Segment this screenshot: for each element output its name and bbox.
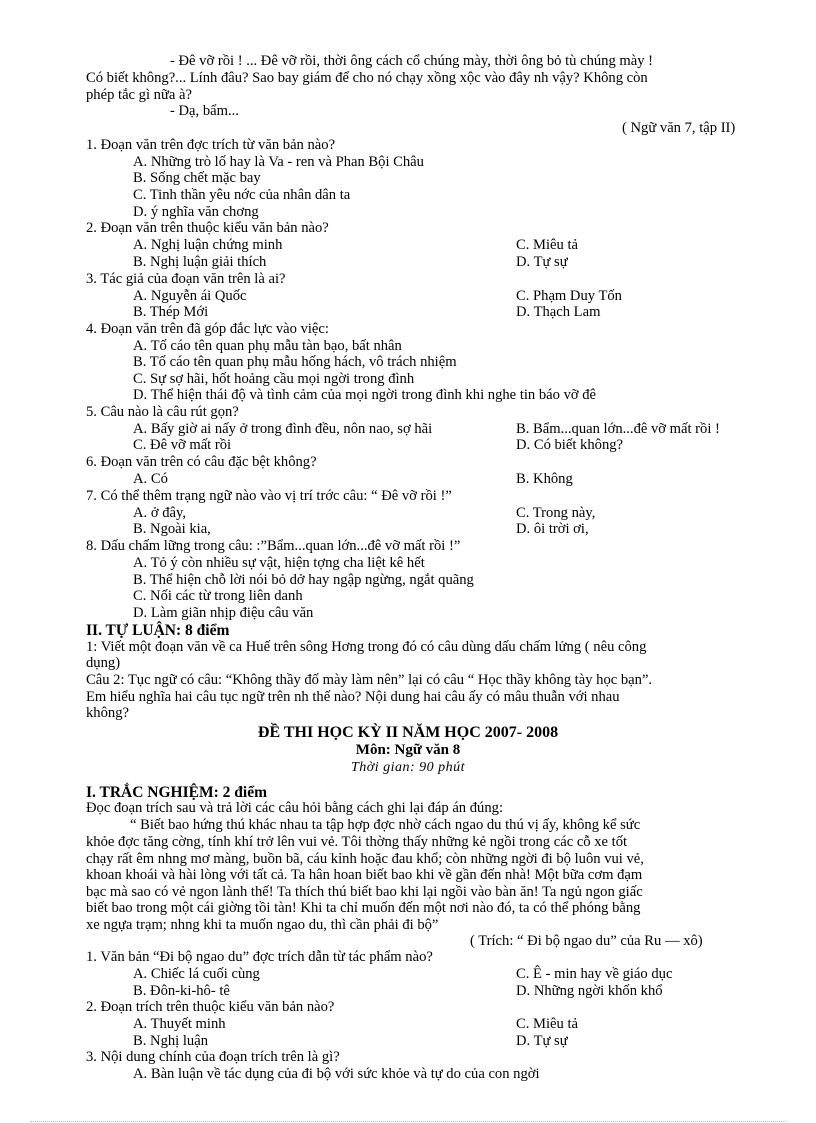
question-stem: 3. Tác giả của đoạn văn trên là ai? bbox=[86, 271, 286, 287]
answer-option: C. Sự sợ hãi, hốt hoảng cầu mọi ngời trong đình bbox=[133, 371, 415, 387]
passage-line: khoan khoái và hài lòng với tất cả. Ta hân hoan biết bao khi về gần đến nhà! Một bữa cơm đạm bbox=[86, 867, 643, 883]
essay-line: 1: Viết một đoạn văn về ca Huế trên sông Hơng trong đó có câu dùng dấu chấm lửng ( nêu công bbox=[86, 639, 647, 655]
answer-option: A. Có bbox=[133, 471, 168, 487]
answer-option: B. Bẩm...quan lớn...đê vỡ mất rồi ! bbox=[516, 421, 720, 437]
answer-option: A. Bàn luận về tác dụng của đi bộ với sức khỏe và tự do của con ngời bbox=[133, 1066, 540, 1082]
answer-option: B. Không bbox=[516, 471, 573, 487]
answer-option: A. Nghị luận chứng minh bbox=[133, 237, 283, 253]
answer-option: D. Thể hiện thái độ và tình cảm của mọi ngời trong đình khi nghe tin báo vỡ đê bbox=[133, 387, 597, 403]
answer-option: A. Tỏ ý còn nhiều sự vật, hiện tợng cha liệt kê hết bbox=[133, 555, 425, 571]
essay-line: Câu 2: Tục ngữ có câu: “Không thầy đố mày làm nên” lại có câu “ Học thầy không tày học bạn”. bbox=[86, 672, 653, 688]
answer-option: A. Nguyễn ái Quốc bbox=[133, 288, 247, 304]
passage-line: phép tắc gì nữa à? bbox=[86, 87, 192, 103]
essay-line: dụng) bbox=[86, 655, 121, 671]
question-stem: 7. Có thể thêm trạng ngữ nào vào vị trí trớc câu: “ Đê vỡ rồi !” bbox=[86, 488, 452, 504]
question-stem: 1. Đoạn văn trên đợc trích từ văn bản nào? bbox=[86, 137, 336, 153]
answer-option: B. Đôn-ki-hô- tê bbox=[133, 983, 230, 999]
passage-line: - Đê vỡ rồi ! ... Đê vỡ rồi, thời ông cách cổ chúng mày, thời ông bỏ tù chúng mày ! bbox=[170, 53, 654, 69]
answer-option: C. Miêu tả bbox=[516, 1016, 579, 1032]
answer-option: D. Thạch Lam bbox=[516, 304, 601, 320]
answer-option: D. ôi trời ơi, bbox=[516, 521, 589, 537]
answer-option: A. ở đây, bbox=[133, 505, 186, 521]
essay-heading: II. TỰ LUẬN: 8 điểm bbox=[86, 622, 230, 639]
instruction: Đọc đoạn trích sau và trả lời các câu hỏi bằng cách ghi lại đáp án đúng: bbox=[86, 800, 503, 816]
answer-option: D. ý nghĩa văn chơng bbox=[133, 204, 259, 220]
answer-option: B. Thể hiện chỗ lời nói bỏ dở hay ngập ngừng, ngắt quãng bbox=[133, 572, 474, 588]
passage-line: Có biết không?... Lính đâu? Sao bay giám để cho nó chạy xồng xộc vào đây nh vậy? Không còn bbox=[86, 70, 648, 86]
passage-line: bạc mà sao có vẻ ngon lành thế! Ta thích thú biết bao khi lại ngồi vào bàn ăn! Ta ngủ ngon giấc bbox=[86, 884, 643, 900]
answer-option: D. Có biết không? bbox=[516, 437, 624, 453]
question-stem: 3. Nội dung chính của đoạn trích trên là gì? bbox=[86, 1049, 340, 1065]
question-stem: 4. Đoạn văn trên đã góp đắc lực vào việc: bbox=[86, 321, 329, 337]
answer-option: C. Trong này, bbox=[516, 505, 596, 521]
answer-option: C. Nối các từ trong liên danh bbox=[133, 588, 303, 604]
exam-title: ĐỀ THI HỌC KỲ II NĂM HỌC 2007- 2008 bbox=[257, 724, 559, 741]
essay-line: không? bbox=[86, 705, 129, 721]
passage-line: khỏe đợc tăng cờng, tính khí trở lên vui vẻ. Tôi thờng thấy những kẻ ngồi trong các cỗ xe tốt bbox=[86, 834, 628, 850]
answer-option: C. Tinh thần yêu nớc của nhân dân ta bbox=[133, 187, 351, 203]
passage-line: - Dạ, bẩm... bbox=[170, 103, 239, 119]
answer-option: A. Thuyết minh bbox=[133, 1016, 226, 1032]
question-stem: 6. Đoạn văn trên có câu đặc bệt không? bbox=[86, 454, 317, 470]
answer-option: A. Chiếc lá cuối cùng bbox=[133, 966, 260, 982]
answer-option: D. Những ngời khốn khổ bbox=[516, 983, 663, 999]
passage-line: xe ngựa trạm; nhng khi ta muốn ngao du, thì cần phải đi bộ” bbox=[86, 917, 439, 933]
question-stem: 8. Dấu chấm lững trong câu: :”Bẩm...quan lớn...đê vỡ mất rồi !” bbox=[86, 538, 461, 554]
question-stem: 2. Đoạn văn trên thuộc kiểu văn bản nào? bbox=[86, 220, 329, 236]
answer-option: B. Sống chết mặc bay bbox=[133, 170, 261, 186]
answer-option: B. Thép Mới bbox=[133, 304, 209, 320]
passage-line: chạy rất êm nhng mơ màng, buồn bã, cáu kỉnh hoặc đau khổ; còn những ngời đi bộ luôn vui vẻ, bbox=[86, 851, 644, 867]
answer-option: C. Phạm Duy Tốn bbox=[516, 288, 622, 304]
passage-source: ( Trích: “ Đi bộ ngao du” của Ru — xô) bbox=[470, 933, 703, 949]
passage-source: ( Ngữ văn 7, tập II) bbox=[622, 120, 736, 136]
answer-option: A. Bấy giờ ai nấy ở trong đình đều, nôn nao, sợ hãi bbox=[133, 421, 433, 437]
answer-option: D. Tự sự bbox=[516, 254, 568, 270]
answer-option: B. Nghị luận giải thích bbox=[133, 254, 267, 270]
mc-heading: I. TRẮC NGHIỆM: 2 điểm bbox=[86, 784, 267, 801]
answer-option: C. Ê - min hay về giáo dục bbox=[516, 966, 673, 982]
answer-option: D. Làm giãn nhịp điệu câu văn bbox=[133, 605, 314, 621]
answer-option: D. Tự sự bbox=[516, 1033, 568, 1049]
essay-line: Em hiểu nghĩa hai câu tục ngữ trên nh thế nào? Nội dung hai câu ấy có mâu thuẫn với nhau bbox=[86, 689, 620, 705]
page-bottom-rule bbox=[30, 1121, 786, 1122]
question-stem: 5. Câu nào là câu rút gọn? bbox=[86, 404, 239, 420]
question-stem: 1. Văn bản “Đi bộ ngao du” đợc trích dẫn từ tác phẩm nào? bbox=[86, 949, 433, 965]
answer-option: B. Tố cáo tên quan phụ mẫu hống hách, vô trách nhiệm bbox=[133, 354, 457, 370]
exam-time: Thời gian: 90 phút bbox=[350, 760, 466, 775]
answer-option: B. Ngoài kia, bbox=[133, 521, 211, 537]
exam-subject: Môn: Ngữ văn 8 bbox=[355, 742, 461, 758]
answer-option: C. Miêu tả bbox=[516, 237, 579, 253]
passage-line: biết bao trong một cái giờng tồi tàn! Khi ta chỉ muốn đến một nơi nào đó, ta có thể phóng bằng bbox=[86, 900, 641, 916]
question-stem: 2. Đoạn trích trên thuộc kiểu văn bản nào? bbox=[86, 999, 335, 1015]
answer-option: B. Nghị luận bbox=[133, 1033, 208, 1049]
passage-line: “ Biết bao hứng thú khác nhau ta tập hợp đợc nhờ cách ngao du thú vị ấy, không kể sức bbox=[130, 817, 641, 833]
answer-option: C. Đê vỡ mất rồi bbox=[133, 437, 232, 453]
answer-option: A. Những trò lố hay là Va - ren và Phan Bội Châu bbox=[133, 154, 424, 170]
answer-option: A. Tố cáo tên quan phụ mẫu tàn bạo, bất nhân bbox=[133, 338, 402, 354]
